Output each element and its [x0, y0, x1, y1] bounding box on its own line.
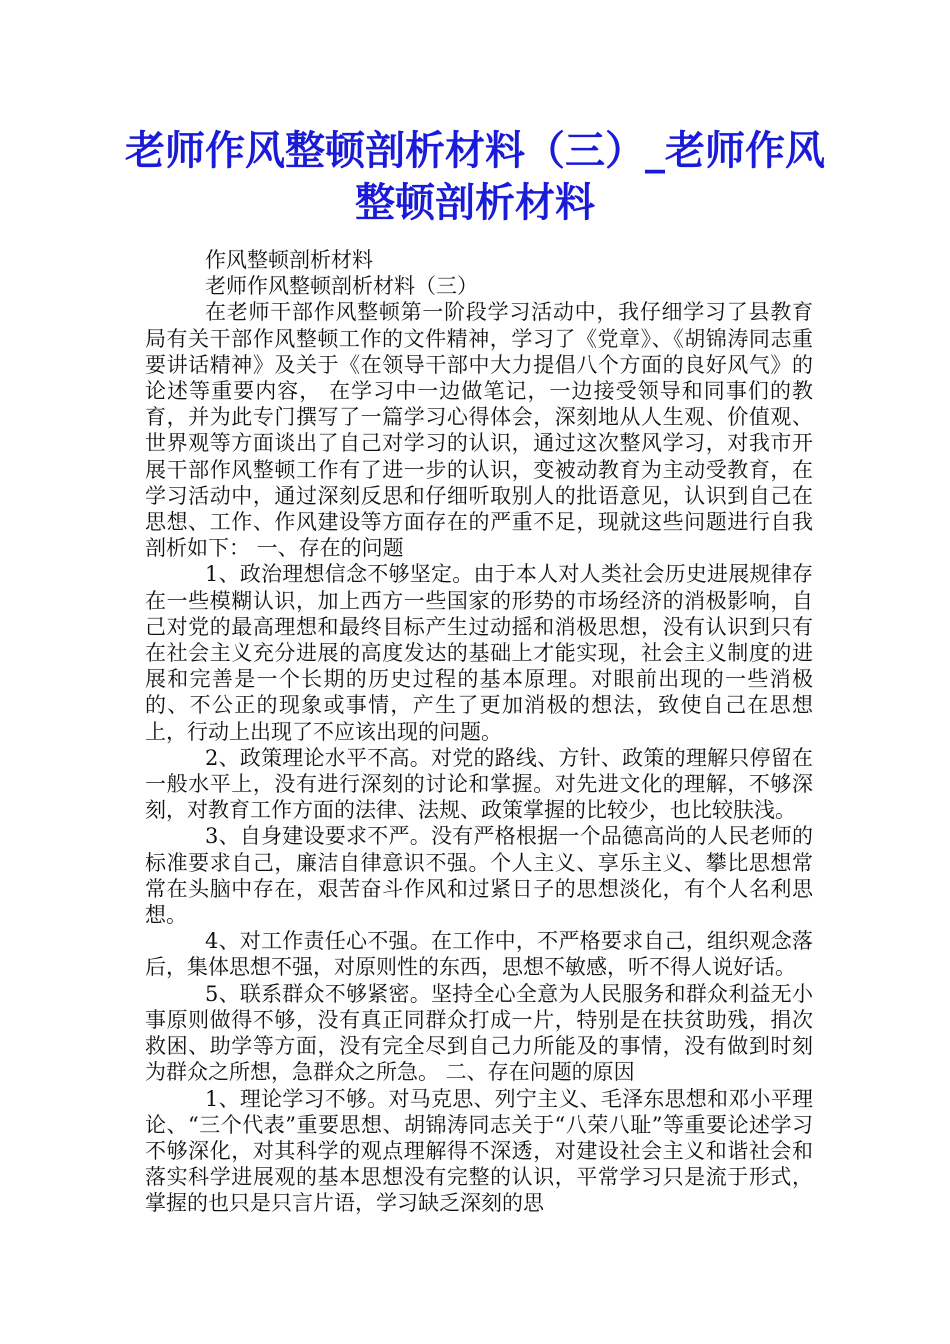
paragraph-item-3: 3、自身建设要求不严。没有严格根据一个品德高尚的人民老师的标准要求自己，廉洁自律意识不强。个人主义、享乐主义、攀比思想常常在头脑中存在，艰苦奋斗作风和过紧日子的思想淡化，有个人名利思想。: [145, 824, 813, 928]
paragraph-item-2: 2、政策理论水平不高。对党的路线、方针、政策的理解只停留在一般水平上，没有进行深刻的讨论和掌握。对先进文化的理解，不够深刻，对教育工作方面的法律、法规、政策掌握的比较少，也比较肤浅。: [145, 745, 813, 823]
subheading-secondary: 老师作风整顿剖析材料（三）: [205, 274, 478, 299]
paragraph-item-4: 4、对工作责任心不强。在工作中，不严格要求自己，组织观念落后，集体思想不强，对原则性的东西，思想不敏感，听不得人说好话。: [145, 929, 813, 980]
subheading-primary: 作风整顿剖析材料: [205, 248, 373, 272]
paragraph-item-5: 5、联系群众不够紧密。坚持全心全意为人民服务和群众利益无小事原则做得不够，没有真正同群众打成一片，特别是在扶贫助残，捐次救困、助学等方面，没有完全尽到自己力所能及的事情，没有做到时刻为群众之所想，急群众之所急。 二、存在问题的原因: [145, 981, 813, 1085]
document-title: 老师作风整顿剖析材料（三）_老师作风整顿剖析材料: [125, 127, 825, 226]
paragraph-item-1: 1、政治理想信念不够坚定。由于本人对人类社会历史进展规律存在一些模糊认识，加上西方一些国家的形势的市场经济的消极影响，自己对党的最高理想和最终目标产生过动摇和消极思想，没有认识到只有在社会主义充分进展的高度发达的基础上才能实现，社会主义制度的进展和完善是一个长期的历史过程的基本原理。对眼前出现的一些消极的、不公正的现象或事情，产生了更加消极的想法，致使自己在思想上，行动上出现了不应该出现的问题。: [145, 562, 813, 744]
document-body: [145, 247, 813, 1217]
paragraph-intro: 在老师干部作风整顿第一阶段学习活动中，我仔细学习了县教育局有关干部作风整顿工作的文件精神，学习了《党章》、《胡锦涛同志重要讲话精神》及关于《在领导干部中大力提倡八个方面的良好风气》的论述等重要内容， 在学习中一边做笔记，一边接受领导和同事们的教育，并为此专门撰写了一篇学习心得体会，深刻地从人生观、价值观、世界观等方面谈出了自己对学习的认识，通过这次整风学习，对我市开展干部作风整顿工作有了进一步的认识，变被动教育为主动受教育，在学习活动中，通过深刻反思和仔细听取别人的批语意见，认识到自己在思想、工作、作风建设等方面存在的严重不足，现就这些问题进行自我剖析如下： 一、存在的问题: [145, 300, 813, 561]
paragraph-cause-1: 1、理论学习不够。对马克思、列宁主义、毛泽东思想和邓小平理论、“三个代表”重要思想、胡锦涛同志关于“八荣八耻”等重要论述学习不够深化，对其科学的观点理解得不深透，对建设社会主义和谐社会和落实科学进展观的基本思想没有完整的认识，平常学习只是流于形式，掌握的也只是只言片语，学习缺乏深刻的思: [145, 1086, 813, 1216]
